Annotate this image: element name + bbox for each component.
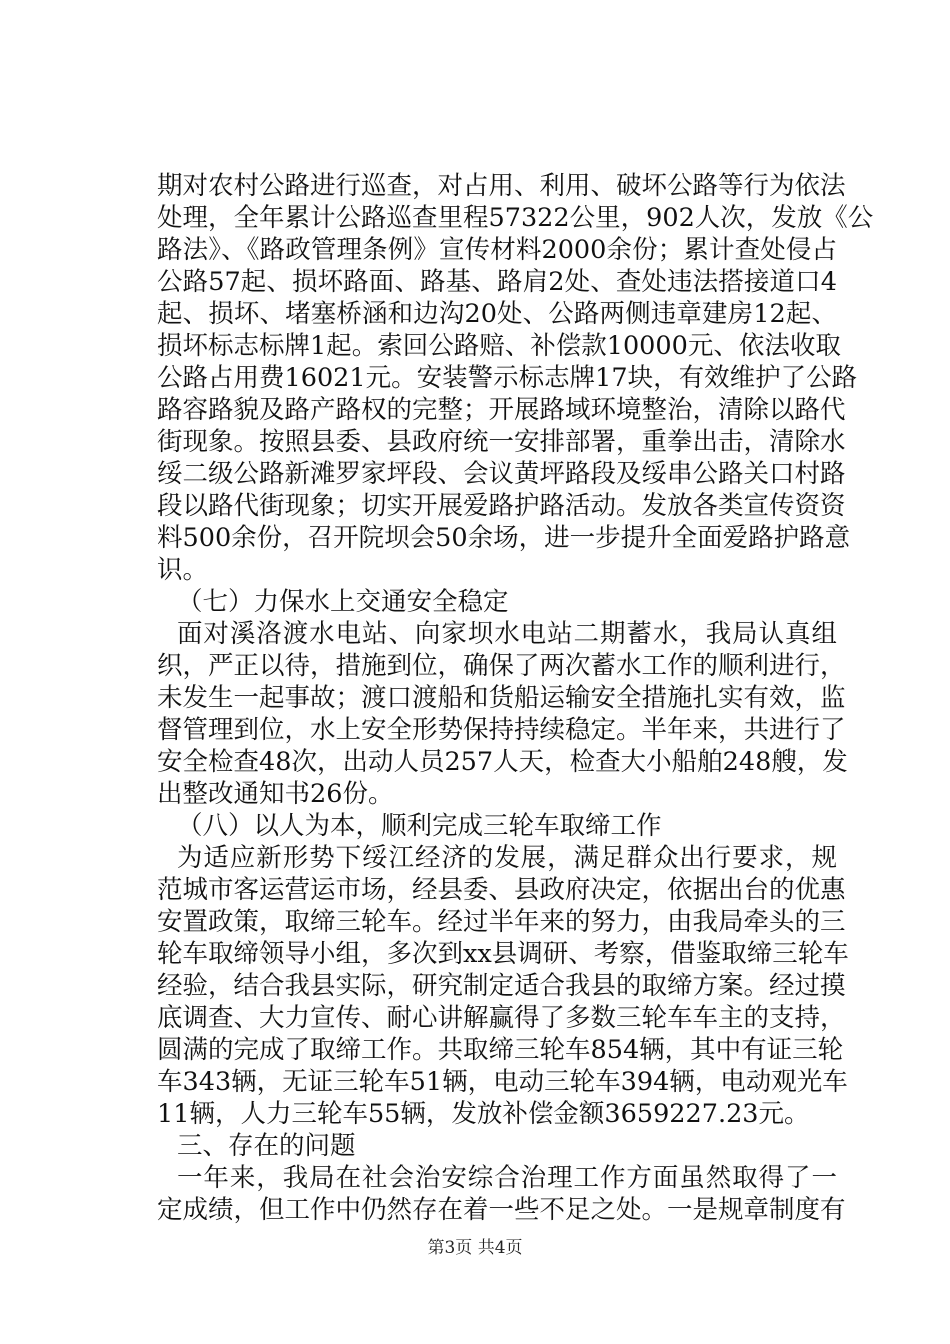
section-heading: 三、存在的问题 <box>177 1131 356 1161</box>
document-body <box>157 170 874 1226</box>
section-heading: （八）以人为本，顺利完成三轮车取缔工作 <box>177 811 662 841</box>
text-line: 绥二级公路新滩罗家坪段、会议黄坪路段及绥串公路关口村路 <box>157 459 846 489</box>
text-line: 损坏标志标牌1起。索回公路赔、补偿款10000元、依法收取 <box>157 331 841 361</box>
text-line: 11辆，人力三轮车55辆，发放补偿金额3659227.23元。 <box>157 1099 810 1129</box>
text-line: 安全检查48次，出动人员257人天，检查大小船舶248艘，发 <box>157 747 848 777</box>
text-line: 定成绩，但工作中仍然存在着一些不足之处。一是规章制度有 <box>157 1195 846 1225</box>
text-line: 段以路代街现象；切实开展爱路护路活动。发放各类宣传资资 <box>157 491 846 521</box>
text-line: 一年来，我局在社会治安综合治理工作方面虽然取得了一 <box>177 1163 837 1193</box>
page-footer <box>0 1238 950 1258</box>
text-line: 安置政策，取缔三轮车。经过半年来的努力，由我局牵头的三 <box>157 907 846 937</box>
text-line: 督管理到位，水上安全形势保持持续稳定。半年来，共进行了 <box>157 715 846 745</box>
text-line: 街现象。按照县委、县政府统一安排部署，重拳出击，清除水 <box>157 427 846 457</box>
text-line: 处理，全年累计公路巡查里程57322公里，902人次，发放《公 <box>157 203 874 233</box>
text-line: 为适应新形势下绥江经济的发展，满足群众出行要求，规 <box>177 843 837 873</box>
text-line: 圆满的完成了取缔工作。共取缔三轮车854辆，其中有证三轮 <box>157 1035 844 1065</box>
text-line: 路容路貌及路产路权的完整；开展路域环境整治，清除以路代 <box>157 395 846 425</box>
text-line: 轮车取缔领导小组，多次到xx县调研、考察，借鉴取缔三轮车 <box>157 939 849 969</box>
text-line: 车343辆，无证三轮车51辆，电动三轮车394辆，电动观光车 <box>157 1067 848 1097</box>
text-line: 未发生一起事故；渡口渡船和货船运输安全措施扎实有效，监 <box>157 683 846 713</box>
text-line: 经验，结合我县实际，研究制定适合我县的取缔方案。经过摸 <box>157 971 846 1001</box>
text-line: 料500余份，召开院坝会50余场，进一步提升全面爱路护路意 <box>157 523 851 553</box>
text-line: 织，严正以待，措施到位，确保了两次蓄水工作的顺利进行， <box>157 651 846 681</box>
section-heading: （七）力保水上交通安全稳定 <box>177 587 509 617</box>
text-line: 识。 <box>157 555 209 585</box>
text-line: 公路占用费16021元。安装警示标志牌17块，有效维护了公路 <box>157 363 858 393</box>
text-line: 出整改通知书26份。 <box>157 779 394 809</box>
text-line: 期对农村公路进行巡查，对占用、利用、破坏公路等行为依法 <box>157 171 846 201</box>
text-line: 面对溪洛渡水电站、向家坝水电站二期蓄水，我局认真组 <box>177 619 837 649</box>
text-line: 底调查、大力宣传、耐心讲解赢得了多数三轮车车主的支持， <box>157 1003 846 1033</box>
text-line: 起、损坏、堵塞桥涵和边沟20处、公路两侧违章建房12起、 <box>157 299 837 329</box>
text-line: 范城市客运营运市场，经县委、县政府决定，依据出台的优惠 <box>157 875 846 905</box>
text-line: 路法》、《路政管理条例》宣传材料2000余份；累计查处侵占 <box>157 235 837 265</box>
page-number-label: 第3页 共4页 <box>427 1238 523 1258</box>
text-line: 公路57起、损坏路面、路基、路肩2处、查处违法搭接道口4 <box>157 267 837 297</box>
